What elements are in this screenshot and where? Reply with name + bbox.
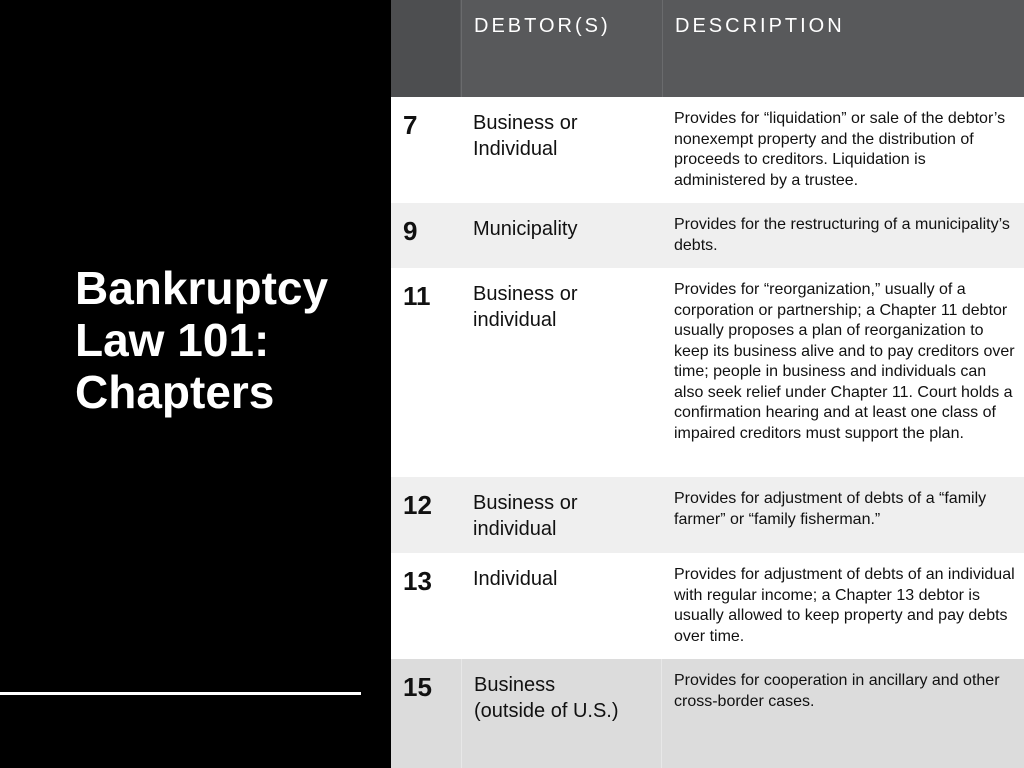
debtor-cell: [461, 553, 662, 659]
chapter-cell: [391, 659, 461, 768]
chapter-number: 7: [403, 110, 418, 140]
chapter-number: 15: [403, 672, 432, 702]
header-chapter-cell: [391, 0, 460, 97]
debtor-text: Municipality: [473, 218, 578, 240]
description-text: Provides for adjustment of debts of a “family farmer” or “family fisherman.”: [674, 490, 987, 528]
header-debtor-cell: [461, 0, 663, 97]
description-cell: [662, 268, 1024, 477]
table-row: [391, 268, 1024, 477]
description-text: Provides for adjustment of debts of an individual with regular income; a Chapter 13 debtor is usually allowed to keep property and pay debts over time.: [674, 566, 1015, 645]
table-row: [391, 659, 1024, 768]
chapter-cell: [391, 268, 461, 477]
table-row: [391, 553, 1024, 659]
debtor-cell: [461, 97, 662, 203]
debtor-text: Business or individual: [473, 492, 578, 540]
table-row: [391, 203, 1024, 268]
table-header-row: [391, 0, 1024, 97]
chapter-cell: [391, 553, 461, 659]
table-row: [391, 97, 1024, 203]
chapter-number: 11: [403, 281, 431, 311]
table-row: [391, 477, 1024, 553]
header-debtor-label: DEBTOR(S): [474, 15, 611, 37]
description-text: Provides for cooperation in ancillary and other cross-border cases.: [674, 672, 1000, 710]
chapter-number: 13: [403, 566, 432, 596]
chapters-table: [391, 0, 1024, 768]
debtor-cell: [461, 659, 662, 768]
description-cell: [662, 553, 1024, 659]
chapter-cell: [391, 97, 461, 203]
debtor-text: Business or individual: [473, 283, 578, 331]
slide-title: Bankruptcy Law 101: Chapters: [75, 262, 329, 418]
header-description-label: DESCRIPTION: [675, 15, 845, 37]
title-panel: [0, 0, 391, 768]
chapter-number: 12: [403, 490, 432, 520]
header-description-cell: [663, 0, 1024, 97]
chapter-cell: [391, 477, 461, 553]
debtor-cell: [461, 268, 662, 477]
chapter-number: 9: [403, 216, 418, 246]
description-cell: [662, 203, 1024, 268]
description-text: Provides for “reorganization,” usually of a corporation or partnership; a Chapter 11 debtor usually proposes a plan of reorganization to keep its business alive and to pay creditors over time; people in business and individuals can also seek relief under Chapter 11. Court holds a confirmation hearing and at least one class of impaired creditors must support the plan.: [674, 281, 1015, 442]
debtor-cell: [461, 477, 662, 553]
description-text: Provides for “liquidation” or sale of the debtor’s nonexempt property and the distribution of proceeds to creditors. Liquidation is administered by a trustee.: [674, 110, 1006, 189]
chapter-cell: [391, 203, 461, 268]
debtor-text: Individual: [473, 568, 558, 590]
description-cell: [662, 659, 1024, 768]
description-text: Provides for the restructuring of a municipality’s debts.: [674, 216, 1010, 254]
title-divider: [0, 692, 361, 695]
debtor-text: Business (outside of U.S.): [474, 674, 619, 722]
description-cell: [662, 97, 1024, 203]
description-cell: [662, 477, 1024, 553]
debtor-text: Business or Individual: [473, 112, 578, 160]
debtor-cell: [461, 203, 662, 268]
